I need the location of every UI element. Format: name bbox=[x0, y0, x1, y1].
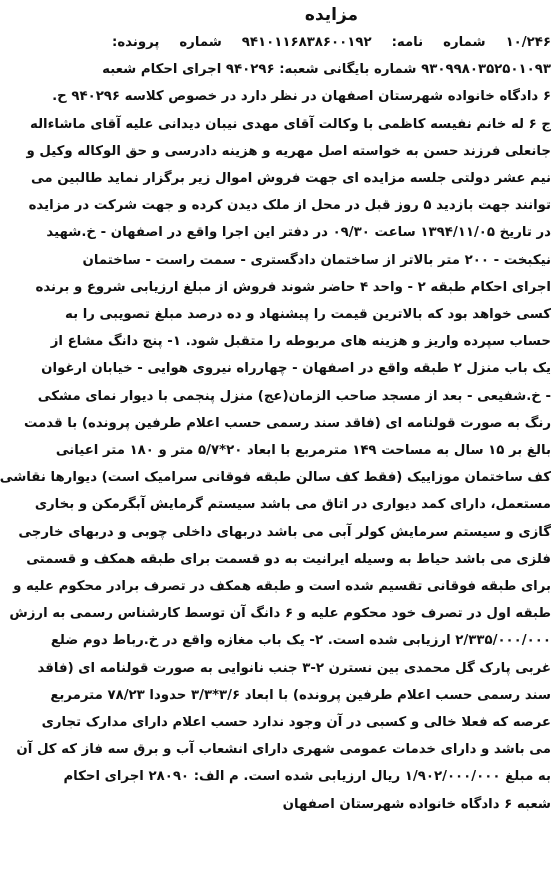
notice-line: کف ساختمان موزاییک (فقط کف سالن طبقه فوقانی سرامیک است) دیوارها نقاشی bbox=[0, 470, 551, 486]
notice-line: حساب سپرده واریز و هزینه های مربوطه را متقبل شود. ۱- پنج دانگ مشاع از bbox=[50, 334, 551, 350]
notice-title: مزایده bbox=[304, 5, 359, 25]
notice-body bbox=[0, 29, 551, 818]
notice-line: سند رسمی حسب اعلام طرفین پرونده) با ابعاد ۳/۶*۳/۳ حدودا ۷۸/۲۳ مترمربع bbox=[50, 687, 551, 703]
notice-line: به مبلغ ۱/۹۰۲/۰۰۰/۰۰۰ ریال ارزیابی شده است. م الف: ۲۸۰۹۰ اجرای احکام bbox=[63, 769, 551, 785]
notice-line: - خ.شفیعی - بعد از مسجد صاحب الزمان(عج) منزل پنجمی با دیوار نمای مشکی bbox=[37, 388, 551, 404]
auction-notice bbox=[0, 4, 551, 882]
notice-line: ۲/۳۳۵/۰۰۰/۰۰۰ ارزیابی شده است. ۲- یک باب مغازه واقع در خ.رباط دوم ضلع bbox=[50, 633, 551, 649]
notice-line: ج ۶ له خانم نفیسه کاظمی با وکالت آقای مهدی نیبان دیدانی علیه آقای ماشاءاله bbox=[30, 116, 551, 132]
notice-line: طبقه اول در تصرف خود محکوم علیه و ۶ دانگ آن توسط کارشناس رسمی به ارزش bbox=[9, 606, 551, 622]
notice-line: توانند جهت بازدید ۵ روز قبل در محل از ملک دیدن کرده و جهت شرکت در مزایده bbox=[28, 198, 551, 214]
notice-line: رنگ به صورت قولنامه ای (فاقد سند رسمی حسب اعلام طرفین پرونده) با قدمت bbox=[23, 415, 551, 431]
notice-line: نیم عشر دولتی جلسه مزایده ای جهت فروش اموال زیر برگزار نماید طالبین می bbox=[30, 171, 551, 187]
notice-line: برای طبقه فوقانی تقسیم شده است و طبقه همکف در تصرف برادر محکوم علیه و bbox=[13, 579, 551, 595]
notice-line: کسی خواهد بود که بالاترین قیمت را پیشنهاد و ده درصد مبلغ تصویبی را به bbox=[65, 307, 551, 323]
notice-line: یک باب منزل ۲ طبقه واقع در اصفهان - چهارراه نیروی هوایی - خیابان ارغوان bbox=[41, 361, 551, 377]
notice-line: ۶ دادگاه خانواده شهرستان اصفهان در نظر دارد در خصوص کلاسه ۹۴۰۲۹۶ ح. bbox=[52, 89, 551, 105]
notice-line: عرصه که فعلا خالی و کسبی در آن وجود ندارد حسب اعلام دارای مدارک تجاری bbox=[41, 715, 551, 731]
notice-line: گازی و سیستم سرمایش کولر آبی می باشد دربهای داخلی چوبی و دربهای خارجی bbox=[18, 524, 551, 540]
notice-line: ۹۳۰۹۹۸۰۳۵۲۵۰۱۰۹۳ شماره بایگانی شعبه: ۹۴۰۲۹۶ اجرای احکام شعبه bbox=[102, 62, 551, 78]
notice-line: مستعمل، دارای کمد دیواری در اتاق می باشد سیستم گرمایش آبگرمکن و بخاری bbox=[34, 497, 551, 513]
notice-line: می باشد و دارای خدمات عمومی شهری دارای انشعاب آب و برق سه فاز که کل آن bbox=[16, 742, 551, 758]
notice-line: شعبه ۶ دادگاه خانواده شهرستان اصفهان bbox=[282, 796, 551, 812]
notice-line: غربی پارک گل محمدی بین نسترن ۲-۳ جنب نانوایی به صورت قولنامه ای (فاقد bbox=[37, 660, 551, 676]
notice-line: ۱۰/۲۴۶ شماره نامه: ۹۴۱۰۱۱۶۸۳۸۶۰۰۱۹۲ شماره پرونده: bbox=[112, 35, 551, 50]
notice-line: اجرای احکام طبقه ۲ - واحد ۴ حاضر شوند فروش از مبلغ ارزیابی شروع و برنده bbox=[35, 279, 551, 295]
notice-line: نیکبخت - ۲۰۰ متر بالاتر از ساختمان دادگستری - سمت راست - ساختمان bbox=[82, 252, 551, 268]
notice-line: جانعلی فرزند حسن به خواسته اصل مهریه و هزینه دادرسی و حق الوکاله وکیل و bbox=[26, 143, 551, 159]
notice-line: فلزی می باشد حیاط به وسیله ایرانیت به دو قسمت برای طبقه همکف و قسمتی bbox=[26, 551, 551, 567]
notice-line: در تاریخ ۱۳۹۴/۱۱/۰۵ ساعت ۰۹/۳۰ در دفتر این اجرا واقع در اصفهان - خ.شهید bbox=[46, 225, 551, 241]
notice-line: بالغ بر ۱۵ سال به مساحت ۱۴۹ مترمربع با ابعاد ۲۰*۵/۷ متر و ۱۸۰ متر اعیانی bbox=[55, 443, 551, 459]
